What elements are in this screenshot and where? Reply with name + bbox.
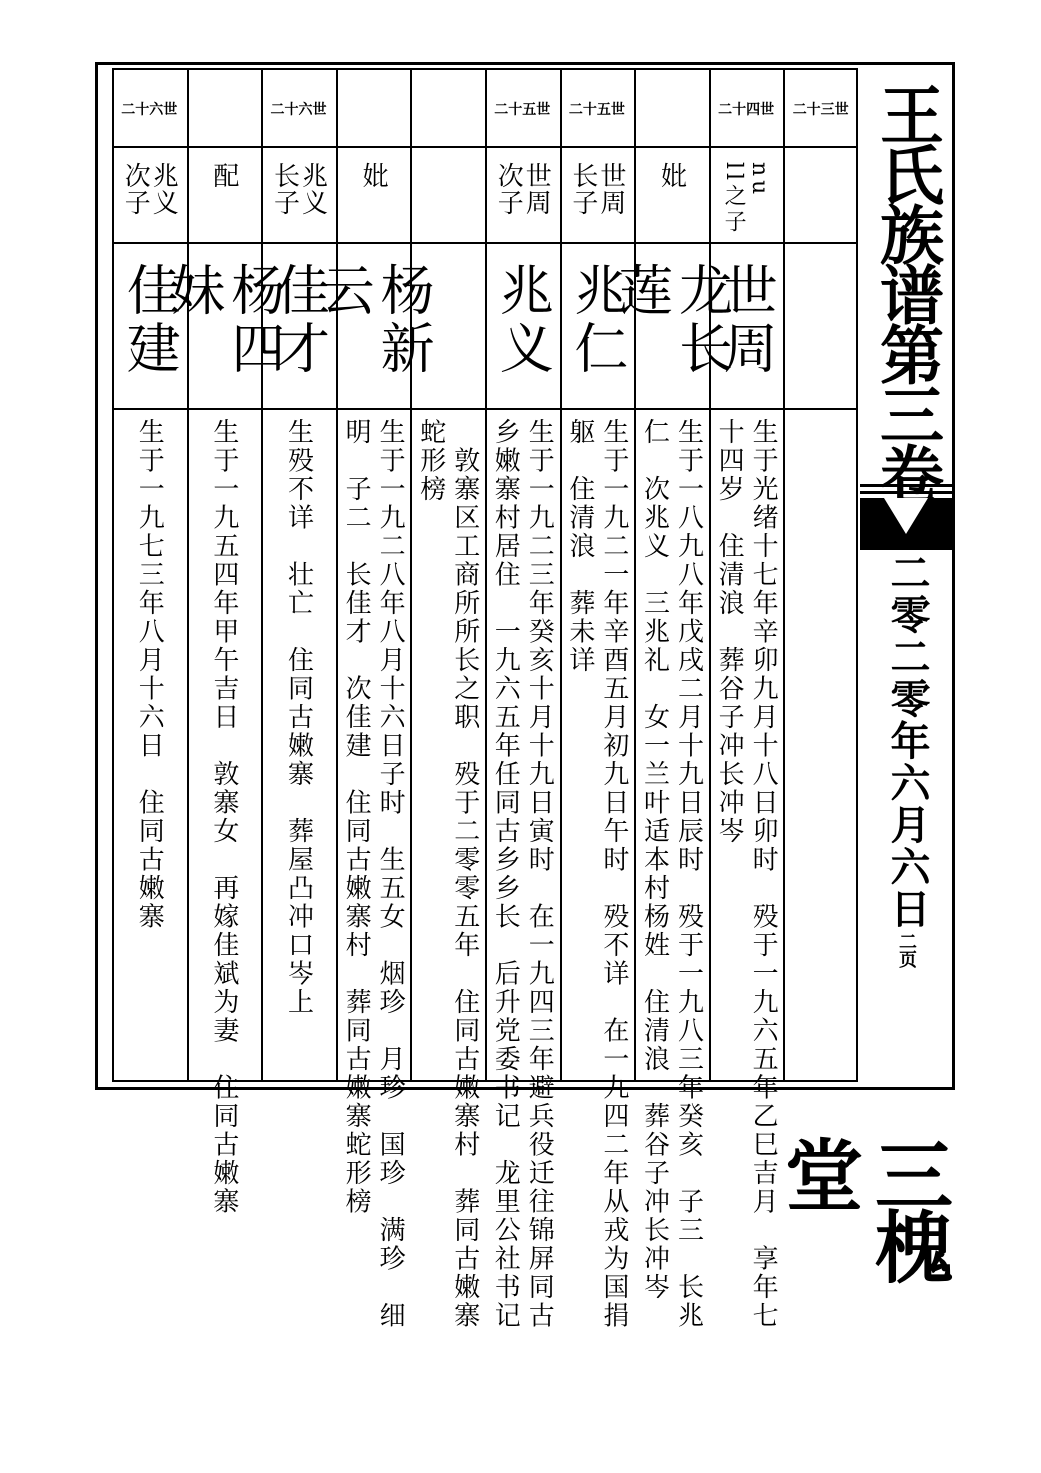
relation-label [634, 152, 709, 240]
person-name-text: 世周 [715, 262, 779, 378]
generation-label [187, 78, 262, 140]
relation-label-text: 配 [208, 162, 239, 189]
person-name-text: 龙长莲 [610, 262, 734, 378]
relation-label [410, 152, 485, 240]
biography [112, 414, 187, 1074]
person-name [162, 252, 286, 402]
generation-label [560, 78, 635, 140]
relation-label [485, 152, 560, 240]
publish-date: 二零二零年六月六日 [884, 552, 931, 930]
column-divider [709, 68, 711, 1082]
relation-label [187, 152, 262, 240]
book-title: 王氏族谱第三卷 [869, 82, 944, 502]
biography [709, 414, 784, 1330]
relation-label-text: 兆义 长子 [269, 162, 328, 216]
biography-text: 敦寨区工商所所长之职 殁于二零零五年 住同古嫩寨村 葬同古嫩寨 蛇形榜 [415, 418, 480, 1330]
person-name [610, 252, 734, 402]
biography [261, 414, 336, 1074]
generation-label-text: 二十五世 [494, 102, 551, 118]
column-divider [783, 68, 785, 1082]
generation-label [336, 78, 411, 140]
person-name [312, 252, 436, 402]
generation-label [485, 78, 560, 140]
relation-label [112, 152, 187, 240]
relation-label [560, 152, 635, 240]
generation-label [112, 78, 187, 140]
person-name-text: 兆义 [491, 262, 555, 378]
biography [783, 414, 858, 1074]
biography-text: 生于一八九八年戊戌二月十九日辰时 殁于一九八三年癸亥 子三 长兆 仁 次兆义 三兆礼 女一兰叶适本村杨姓 住清浪 葬谷子冲长冲岑 [639, 418, 704, 1330]
person-name-text: 杨新云 [312, 262, 436, 378]
generation-label [261, 78, 336, 140]
relation-label [709, 152, 784, 240]
column-divider [485, 68, 487, 1082]
generation-label-text: 二十六世 [270, 102, 327, 118]
divider [860, 484, 953, 487]
column-divider [336, 68, 338, 1082]
biography-text: 生于一九二一年辛酉五月初九日午时 殁不详 在一九四二年从戎为国捐 躯 住清浪 葬未详 [564, 418, 629, 1330]
person-name [112, 252, 187, 402]
generation-label-text: 二十五世 [568, 102, 625, 118]
ornament-notch [884, 498, 928, 534]
generation-label [410, 78, 485, 140]
person-name [560, 252, 635, 402]
generation-label [634, 78, 709, 140]
column-divider [261, 68, 263, 1082]
relation-label [261, 152, 336, 240]
biography-text: 生于一九七三年八月十六日 住同古嫩寨 [134, 418, 165, 931]
hall-name: 三槐堂 [772, 1135, 953, 1279]
relation-label-text: 妣 [358, 162, 389, 189]
relation-label [336, 152, 411, 240]
person-name-text: 佳建 [118, 262, 182, 378]
generation-label-text: 二十六世 [121, 102, 178, 118]
relation-label-text: 兆义 次子 [120, 162, 179, 216]
person-name-text: 佳才 [267, 262, 331, 378]
generation-label-text: 二十三世 [792, 102, 849, 118]
column-divider [187, 68, 189, 1082]
relation-label-text: 妣 [656, 162, 687, 189]
person-name-text: 杨四妹 [162, 262, 286, 378]
column-divider [410, 68, 412, 1082]
biography-text: 生于一九二三年癸亥十月十九日寅时 在一九四三年避兵役迁往锦屏同古 乡嫩寨村居住 一九六五年任同古乡乡长 后升党委书记 龙里公社书记 [490, 418, 555, 1330]
page-number: 二页 [896, 932, 917, 968]
biography [485, 414, 560, 1330]
biography-text: 生于一九二八年八月十六日子时 生五女 烟珍 月珍 国珍 满珍 细 明 子二 长佳才 次佳建 住同古嫩寨村 葬同古嫩寨蛇形榜 [341, 418, 406, 1330]
relation-label-text: nu ll之子 [721, 162, 773, 237]
column-divider [634, 68, 636, 1082]
biography [410, 414, 485, 1330]
biography [634, 414, 709, 1330]
generation-label-text: 二十四世 [718, 102, 775, 118]
biography-text: 生于光绪十七年辛卯九月十八日卯时 殁于一九六五年乙巳吉月 享年七 十四岁 住清浪 葬谷子冲长冲岑 [714, 418, 779, 1330]
relation-label-text: 世周 次子 [493, 162, 552, 216]
column-divider [560, 68, 562, 1082]
person-name-text: 兆仁 [565, 262, 629, 378]
biography [187, 414, 262, 1216]
generation-label [783, 78, 858, 140]
divider [860, 491, 953, 494]
biography-text: 生于一九五四年甲午吉日 敦寨女 再嫁佳斌为妻 住同古嫩寨 [208, 418, 239, 1216]
biography-text: 生殁不详 壮亡 住同古嫩寨 葬屋凸冲口岑上 [283, 418, 314, 1017]
biography [560, 414, 635, 1330]
biography [336, 414, 411, 1330]
relation-label-text: 世周 长子 [567, 162, 626, 216]
generation-label [709, 78, 784, 140]
person-name [783, 252, 858, 402]
relation-label [783, 152, 858, 240]
person-name [485, 252, 560, 402]
